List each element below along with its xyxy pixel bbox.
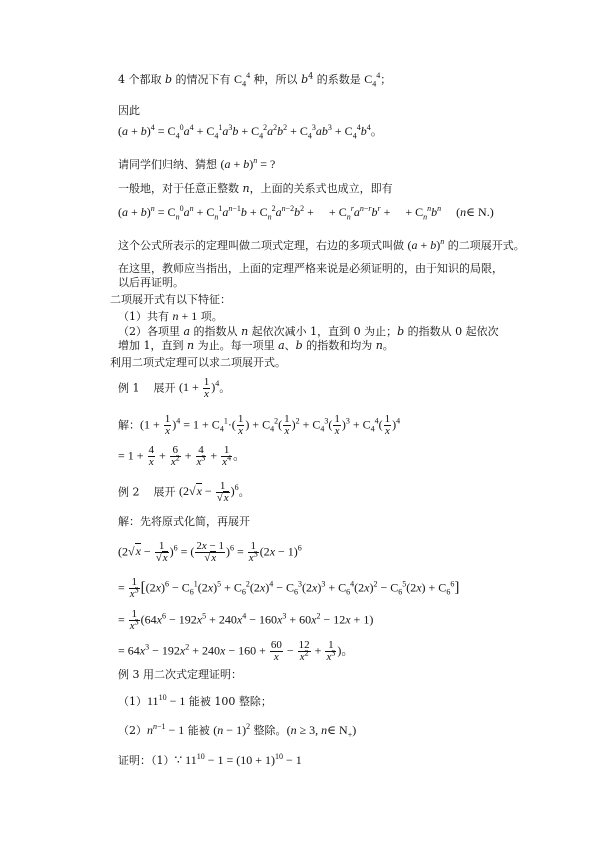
formula-line: = $\frac{1}{x^3}$ $[(2x)^6 - C_6^1(2x)^5 + C_6^2(2x)^4 - C_6^3(2x)^3 + C_6^4(2x)^2 - C_6^5(2x) + C_6^6]$ — [118, 576, 460, 600]
formula-line: = $\frac{1}{x^3}$ $(64x^6 - 192x^5 + 240x^4 - 160x^3 + 60x^2 - 12x + 1)$ — [118, 608, 374, 632]
line-content: 因此 — [118, 104, 140, 117]
text-line — [118, 72, 391, 87]
line-content: 例 3 用二次式定理证明： — [118, 668, 242, 681]
text-line: （1）共有 n + 1 项。 — [118, 309, 223, 323]
formula-line: $(a + b)^n = C_n^0a^n + C_n^1a^{n-1}b + C_n^2a^{n-2}b^2$ + + $C_n^ra^{n-r}b^r$ + + $C_n^nb^n$ (n∈ N.) — [118, 204, 494, 222]
formula-line: 解：(1 + $\frac{1}{x}$ )$^4 = 1 + C_4^1\cdot$( $\frac{1}{x}$ ) + $C_4^2$( $\frac{1}{x}$ )$^2 + C_4^3$( $\frac{1}{x}$ )$^3 + C_4^4$( $\frac{1}{x}$ )$^4$ — [118, 413, 401, 437]
line-content: 二项展开式有以下特征： — [110, 293, 231, 306]
formula-line: = $64x^3 - 192x^2 + 240x - 160$ + $\frac{60}{x}$ − $\frac{12}{x^2}$ + $\frac{1}{x^3}$ )。 — [118, 639, 354, 663]
line-content: 解：先将原式化简，再展开 — [118, 515, 250, 528]
text-paragraph: （2）各项里 a 的指数从 n 起依次减小 1，直到 0 为止；b 的指数从 0 起依次增加 1，直到 n 为止。每一项里 a、b 的指数和均为 n。 — [118, 325, 499, 352]
formula-line: (2√x − $\frac{1}{√x}$ )$^6$ = ( $\frac{2x - 1}{√x}$ )$^6$ = $\frac{1}{x^3}$ $(2x - 1)^6$ — [118, 540, 302, 564]
text-line: 一般地，对于任意正整数 n，上面的关系式也成立，即有 — [118, 182, 393, 195]
text-line: $(2)n^{n-1} - 1$ 能被 $(n - 1)^2$ 整除。(n ≥ 3, n∈ $N_+$) — [118, 722, 357, 740]
formula-line: = 1 + $\frac{4}{x}$ + $\frac{6}{x^2}$ + $\frac{4}{x^3}$ + $\frac{1}{x^4}$ 。 — [118, 444, 246, 468]
line-content: 4 个都取 b 的情况下有 $C_4^4$ 种，所以 $b^4$ 的系数是 $C_4^4$； — [118, 71, 392, 89]
formula-line: $(a + b)^4 = C_4^0a^4 + C_4^1a^3b + C_4^2a^2b^2 + C_4^3ab^3 + C_4^4b^4$。 — [118, 123, 383, 141]
text-paragraph — [118, 262, 503, 290]
example-heading: 例 1 展开 (1 + $\frac{1}{x}$ )$^4$。 — [118, 376, 231, 400]
line-content: 利用二项式定理可以求二项展开式。 — [110, 356, 286, 369]
text-line — [110, 293, 231, 307]
text-line: 证明：（1）∵ $11^{10} - 1 = (10 + 1)^{10} - 1$ — [118, 752, 302, 767]
text-line: $(1)11^{10} - 1$ 能被 100 整除； — [118, 693, 272, 708]
paragraph-content: 在这里，教师应当指出，上面的定理严格来说是必须证明的，由于知识的局限，以后再证明。 — [118, 262, 503, 289]
text-line — [110, 356, 286, 370]
text-line: 这个公式所表示的定理叫做二项式定理，右边的多项式叫做 $(a + b)^n$ 的二项展开式。 — [118, 237, 525, 252]
text-line — [118, 515, 250, 529]
text-line: 请同学们归纳、猜想 $(a + b)^n$ = ? — [118, 156, 276, 171]
example-heading: 例 2 展开 (2√x − $\frac{1}{√x}$ )$^6$。 — [118, 480, 250, 504]
text-line — [118, 104, 140, 118]
example-heading — [118, 668, 242, 682]
